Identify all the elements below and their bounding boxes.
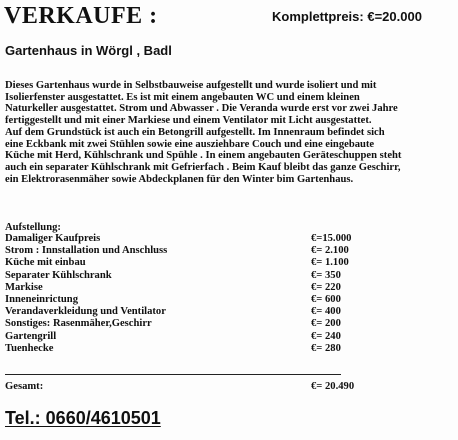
description-line: Naturkeller ausgestattet. Strom und Abwasser . Die Veranda wurde erst vor zwei Jahre xyxy=(5,103,398,115)
total-price: Komplettpreis: €=20.000 xyxy=(272,9,422,24)
breakdown-row xyxy=(5,257,445,269)
total-amount: €= 20.490 xyxy=(311,381,355,392)
breakdown-title: Aufstellung: xyxy=(5,222,61,233)
header xyxy=(4,2,454,30)
item-label: Verandaverkleidung und Ventilator xyxy=(5,306,166,318)
item-amount: €= 400 xyxy=(311,306,341,318)
item-amount: €= 240 xyxy=(311,330,341,342)
item-amount: €= 1.100 xyxy=(311,257,349,269)
item-label: Markise xyxy=(5,281,43,293)
breakdown-row xyxy=(5,343,445,355)
description-line: auch ein separater Kühlschrank mit Gefrierfach . Beim Kauf bleibt das ganze Geschirr, xyxy=(5,161,401,173)
total-label: Gesamt: xyxy=(5,381,44,392)
breakdown-row xyxy=(5,282,445,294)
breakdown-row xyxy=(5,306,445,318)
description-line: eine Eckbank mit zwei Stühlen sowie eine ausziehbare Couch und eine eingebaute xyxy=(5,138,375,150)
item-label: Damaliger Kaufpreis xyxy=(5,233,101,244)
description-line: fertiggestellt und mit einer Markiese und einem Ventilator mit Licht ausgestattet. xyxy=(5,115,372,127)
breakdown-row xyxy=(5,233,445,245)
breakdown-row xyxy=(5,270,445,282)
description xyxy=(5,80,457,185)
subtitle: Gartenhaus in Wörgl , Badl xyxy=(5,43,172,58)
breakdown-row xyxy=(5,294,445,306)
item-amount: €= 350 xyxy=(311,269,341,281)
item-amount: €= 280 xyxy=(311,342,341,354)
item-label: Inneneinrictung xyxy=(5,293,78,305)
item-label: Tuenhecke xyxy=(5,342,54,354)
item-label: Gartengrill xyxy=(5,330,57,342)
description-line: Auf dem Grundstück ist auch ein Betongrill aufgestellt. Im Innenraum befindet sich xyxy=(5,126,385,138)
item-amount: €= 200 xyxy=(311,318,341,330)
item-amount: €= 600 xyxy=(311,293,341,305)
description-line: Isolierfenster ausgestattet. Es ist mit einem angebauten WC und einem kleinen xyxy=(5,91,360,103)
item-amount: €=15.000 xyxy=(311,233,352,244)
item-amount: €= 2.100 xyxy=(311,245,349,257)
description-line: ein Elektrorasenmäher sowie Abdeckplanen für den Winter bim Gartenhaus. xyxy=(5,173,354,185)
breakdown-list xyxy=(5,233,445,355)
headline: VERKAUFE : xyxy=(4,3,158,29)
description-line: Küche mit Herd, Kühlschrank und Spühle . In einem angebauten Geräteschuppen steht xyxy=(5,150,402,162)
total-row xyxy=(5,380,445,393)
item-label: Küche mit einbau xyxy=(5,257,86,269)
breakdown-row xyxy=(5,318,445,330)
breakdown-row xyxy=(5,245,445,257)
total-divider xyxy=(5,374,341,375)
item-label: Strom : Innstallation und Anschluss xyxy=(5,245,168,257)
phone-number: Tel.: 0660/4610501 xyxy=(5,408,161,428)
breakdown-row xyxy=(5,331,445,343)
item-amount: €= 220 xyxy=(311,281,341,293)
description-line: Dieses Gartenhaus wurde in Selbstbauweise aufgestellt und wurde isoliert und mit xyxy=(5,80,377,91)
item-label: Sonstiges: Rasenmäher,Geschirr xyxy=(5,318,152,330)
item-label: Separater Kühlschrank xyxy=(5,269,112,281)
